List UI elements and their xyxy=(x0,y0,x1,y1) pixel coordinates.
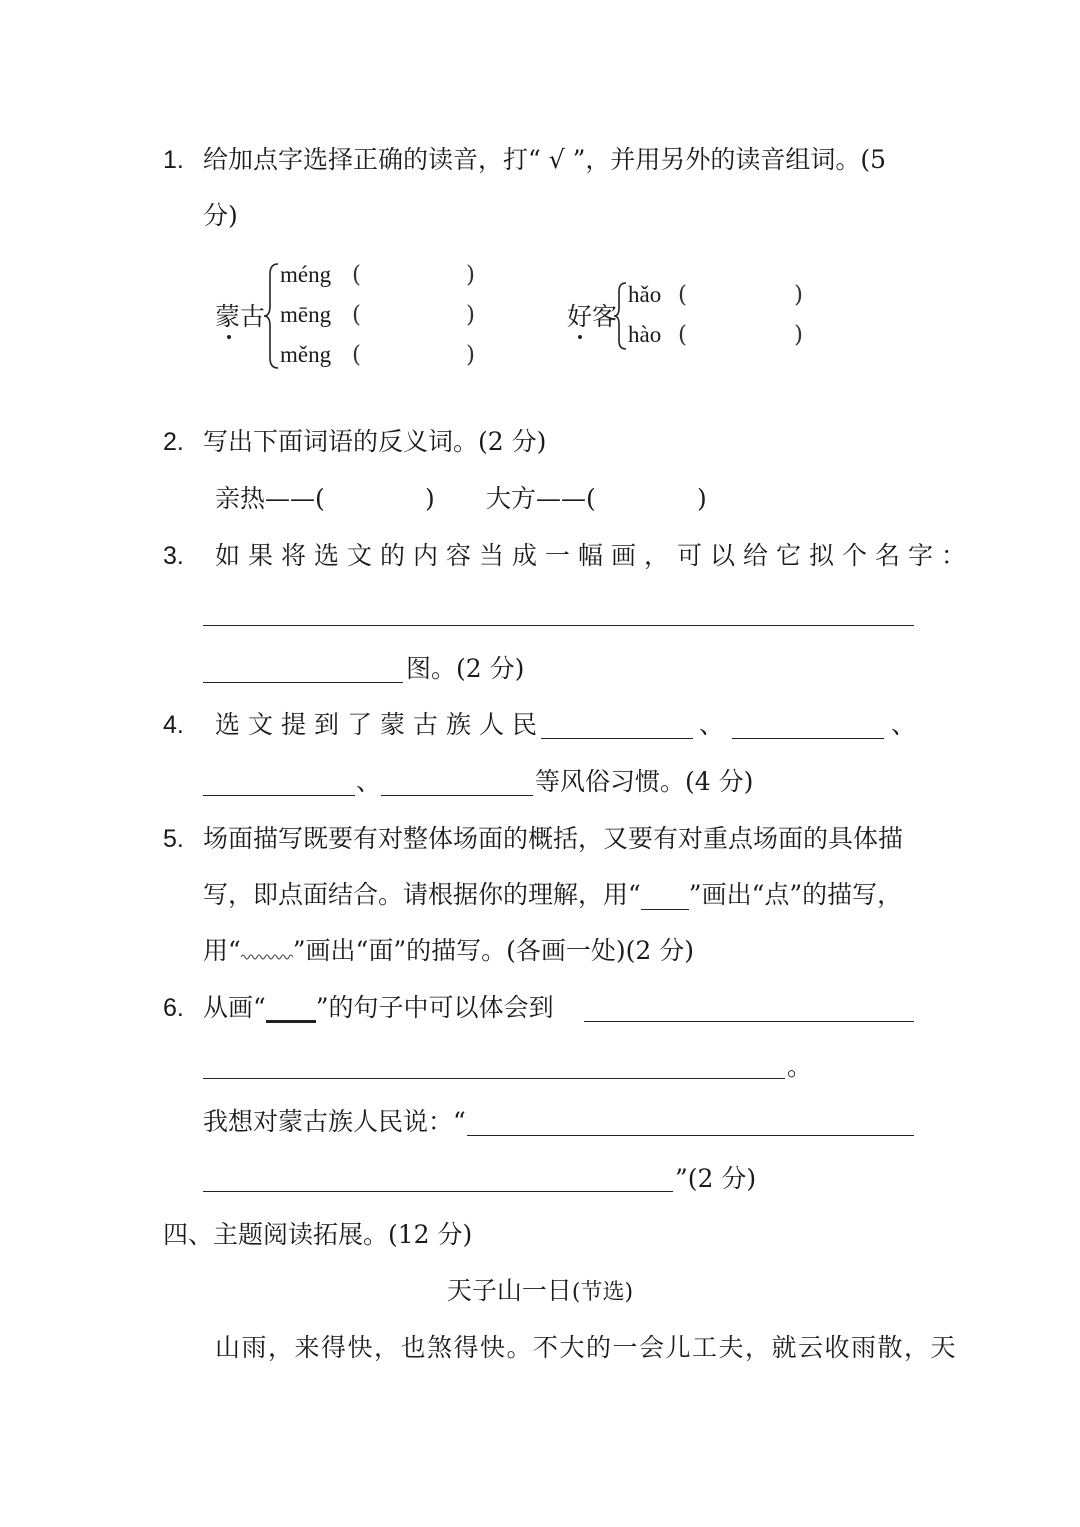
q3-tail: 图。(2 分) xyxy=(406,654,525,683)
q1-word2: 好客 xyxy=(567,302,618,331)
q2-word2: 大方——( xyxy=(486,484,596,513)
left-brace-icon xyxy=(612,281,628,351)
q1-reading-3: měng xyxy=(280,342,332,367)
answer-line xyxy=(381,795,533,796)
q3-text: 如果将选文的内容当成一幅画，可以给它拟个名字： xyxy=(215,541,975,570)
q2-number: 2. xyxy=(163,428,184,456)
section4-heading: 四、主题阅读拓展。(12 分) xyxy=(163,1220,473,1249)
q2-word1: 亲热——( xyxy=(215,484,325,513)
answer-line xyxy=(203,795,355,796)
left-brace-icon xyxy=(262,262,280,370)
q1-word1: 蒙古 xyxy=(215,302,266,331)
q4-separator: 、 xyxy=(891,710,917,739)
q5-number: 5. xyxy=(163,825,184,853)
q5-line2: 写，即点面结合。请根据你的理解，用“ ”画出“点”的描写， xyxy=(203,880,903,909)
answer-paren-right: ) xyxy=(466,342,475,368)
q4-tail: 等风俗习惯。(4 分) xyxy=(535,767,754,796)
q6-number: 6. xyxy=(163,994,184,1022)
bold-underline-sample xyxy=(266,998,316,1023)
q1-text-line2: 分) xyxy=(203,201,238,230)
answer-paren-left: ( xyxy=(678,322,687,348)
q3-number: 3. xyxy=(163,542,184,570)
answer-line xyxy=(203,682,403,683)
q6-line2-end: 。 xyxy=(787,1052,813,1081)
answer-paren-right: ) xyxy=(794,282,803,308)
wavy-underline-icon xyxy=(241,953,293,961)
answer-paren-right: ) xyxy=(466,262,475,288)
q1-reading-4: hǎo xyxy=(628,282,662,307)
emphasis-dot xyxy=(227,335,231,339)
q2-close-1: ) xyxy=(425,484,435,513)
answer-line xyxy=(203,1078,785,1079)
answer-line xyxy=(584,1021,914,1022)
q5-line1: 场面描写既要有对整体场面的概括，又要有对重点场面的具体描 xyxy=(203,824,904,853)
answer-line xyxy=(732,738,884,739)
answer-line xyxy=(203,1191,673,1192)
q2-close-2: ) xyxy=(697,484,707,513)
answer-line xyxy=(203,625,914,626)
q1-number: 1. xyxy=(163,146,184,174)
answer-paren-left: ( xyxy=(678,282,687,308)
q6-line3: 我想对蒙古族人民说：“ xyxy=(203,1107,466,1136)
passage-title: 天子山一日(节选) xyxy=(446,1276,634,1305)
answer-line xyxy=(467,1135,914,1136)
q4-text: 选文提到了蒙古族人民 xyxy=(215,710,546,739)
q2-text: 写出下面词语的反义词。(2 分) xyxy=(203,427,547,456)
answer-paren-right: ) xyxy=(466,302,475,328)
q6-line1: 从画“ ”的句子中可以体会到 xyxy=(203,993,554,1022)
q1-text-line1: 给加点字选择正确的读音，打“ √ ”，并用另外的读音组词。(5 xyxy=(203,145,887,174)
q6-line4-end: ”(2 分) xyxy=(675,1164,757,1193)
q4-separator: 、 xyxy=(699,710,725,739)
answer-paren-left: ( xyxy=(352,342,361,368)
passage-line1: 山雨，来得快，也煞得快。不大的一会儿工夫，就云收雨散，天 xyxy=(215,1333,958,1362)
q4-separator: 、 xyxy=(356,767,382,796)
answer-paren-right: ) xyxy=(794,322,803,348)
emphasis-dot xyxy=(578,335,582,339)
answer-line xyxy=(541,738,693,739)
q1-reading-2: mēng xyxy=(280,302,332,327)
answer-paren-left: ( xyxy=(352,302,361,328)
q5-line3: 用“ ”画出“面”的描写。(各画一处)(2 分) xyxy=(203,936,694,965)
q4-number: 4. xyxy=(163,711,184,739)
q1-reading-1: méng xyxy=(280,262,332,287)
answer-paren-left: ( xyxy=(352,262,361,288)
q1-reading-5: hào xyxy=(628,322,662,347)
straight-underline-sample xyxy=(641,885,689,910)
